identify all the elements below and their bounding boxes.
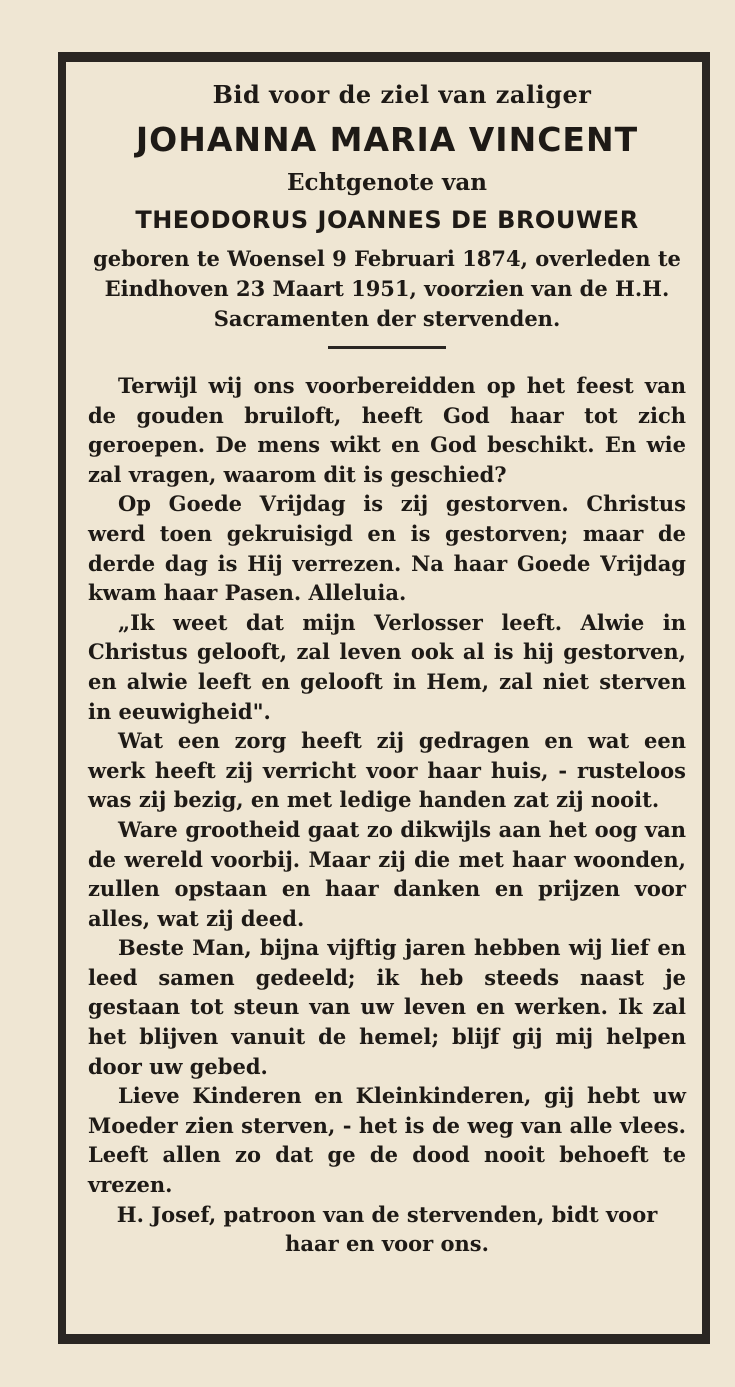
prayer-heading: Bid voor de ziel van zaliger <box>212 80 592 109</box>
deceased-name: JOHANNA MARIA VINCENT <box>135 120 639 159</box>
frame-bottom-border <box>58 1334 710 1344</box>
paragraph: Beste Man, bijna vijftig jaren hebben wij lief en leed samen gedeeld; ik heb steeds naast je gestaan tot steun van uw leven en werken. Ik zal het blijven vanuit de hemel; blijf gij mij helpen door uw gebed. <box>88 935 686 1079</box>
paragraph: Ware grootheid gaat zo dikwijls aan het oog van de wereld voorbij. Maar zij die met haar woonden, zullen opstaan en haar danken en prijzen voor alles, wat zij deed. <box>88 816 686 931</box>
divider <box>328 346 446 349</box>
paragraph: Wat een zorg heeft zij gedragen en wat een werk heeft zij verricht voor haar huis, - rusteloos was zij bezig, en met ledige handen zat zij nooit. <box>88 728 686 813</box>
frame-top-border <box>58 52 710 62</box>
card-content <box>88 78 686 1259</box>
closing-prayer: H. Josef, patroon van de stervenden, bidt voor haar en voor ons. <box>116 1201 658 1257</box>
frame-right-border <box>702 52 710 1344</box>
frame-left-border <box>58 52 66 1344</box>
paragraph: Op Goede Vrijdag is zij gestorven. Christus werd toen gekruisigd en is gestorven; maar de derde dag is Hij verrezen. Na haar Goede Vrijdag kwam haar Pasen. Alleluia. <box>88 491 686 606</box>
paragraph: Terwijl wij ons voorbereidden op het feest van de gouden bruiloft, heeft God haar tot zich geroepen. De mens wikt en God beschikt. En wie zal vragen, waarom dit is geschied? <box>88 373 686 487</box>
paragraph: „Ik weet dat mijn Verlosser leeft. Alwie in Christus gelooft, zal leven ook al is hij gestorven, en alwie leeft en gelooft in Hem, zal niet sterven in eeuwigheid". <box>88 609 686 724</box>
spouse-name: THEODORUS JOANNES DE BROUWER <box>135 206 639 234</box>
spouse-intro: Echtgenote van <box>287 169 487 196</box>
biography: geboren te Woensel 9 Februari 1874, overleden te Eindhoven 23 Maart 1951, voorzien van de H.H. Sacramenten der stervenden. <box>93 246 681 331</box>
paragraph: Lieve Kinderen en Kleinkinderen, gij hebt uw Moeder zien sterven, - het is de weg van alle vlees. Leeft allen zo dat ge de dood nooit behoeft te vrezen. <box>88 1083 686 1198</box>
